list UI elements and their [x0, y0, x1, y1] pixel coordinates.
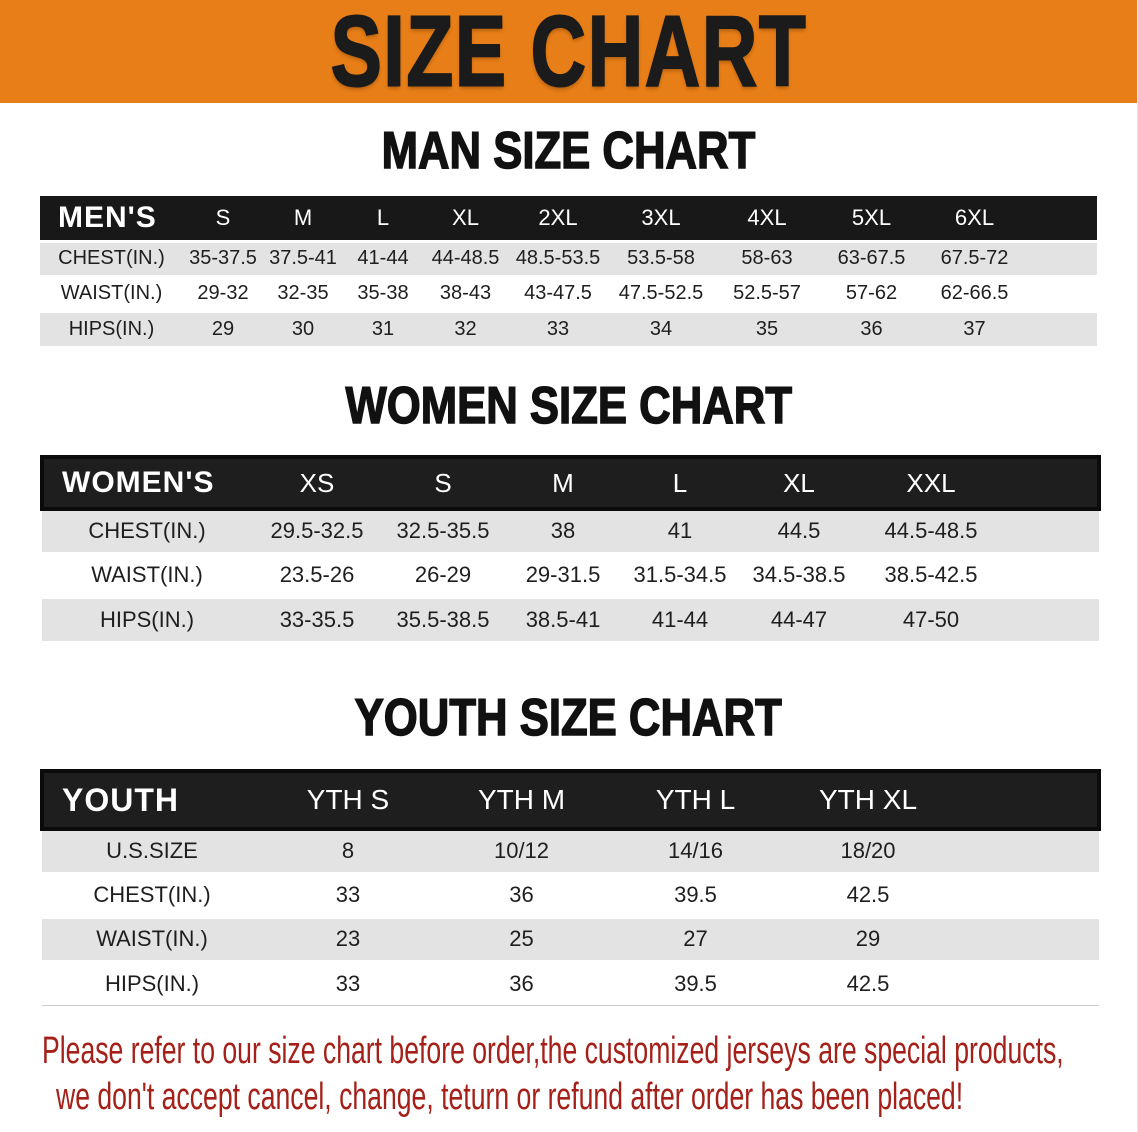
size-value-cell: 47.5-52.5	[608, 276, 714, 311]
size-header-cell: XXL	[860, 457, 1002, 509]
size-value-cell: 37	[923, 311, 1026, 346]
youth-size-table	[40, 769, 1101, 1006]
size-header-cell: 6XL	[954, 204, 995, 230]
table-row	[40, 311, 1097, 346]
youth-header-row	[42, 771, 1099, 829]
table-corner-label: MEN'S	[58, 200, 157, 234]
filler-cell	[954, 829, 1099, 873]
women-size-table	[40, 455, 1101, 641]
filler-cell	[1026, 241, 1097, 276]
size-value-cell: 42.5	[782, 873, 954, 917]
size-value-cell: 14/16	[609, 829, 782, 873]
header-filler-cell	[1002, 457, 1099, 509]
size-value-cell: 32.5-35.5	[382, 509, 504, 553]
table-row	[42, 961, 1099, 1005]
size-value-cell: 33	[508, 311, 608, 346]
size-header-cell: S	[382, 457, 504, 509]
size-value-cell: 36	[434, 873, 609, 917]
size-header-cell: YTH M	[434, 771, 609, 829]
size-value-cell: 36	[820, 311, 923, 346]
banner-title: SIZE CHART	[330, 0, 807, 107]
size-value-cell: 38-43	[423, 276, 508, 311]
size-value-cell: 38.5-42.5	[860, 553, 1002, 597]
size-value-cell: 41-44	[343, 241, 423, 276]
men-section-heading: MAN SIZE CHART	[381, 122, 756, 180]
size-value-cell: 29	[183, 311, 263, 346]
size-value-cell: 38.5-41	[504, 597, 622, 641]
table-row	[42, 829, 1099, 873]
row-label: HIPS(IN.)	[40, 311, 183, 346]
size-header-cell: S	[215, 204, 231, 230]
footer-note-line-1: Please refer to our size chart before order,the customized jerseys are special products,	[42, 1029, 1064, 1072]
row-label: CHEST(IN.)	[42, 509, 252, 553]
header-filler-cell	[1026, 196, 1097, 241]
size-value-cell: 23.5-26	[252, 553, 382, 597]
size-value-cell: 26-29	[382, 553, 504, 597]
row-label: CHEST(IN.)	[40, 241, 183, 276]
men-header-row	[40, 196, 1097, 241]
size-value-cell: 10/12	[434, 829, 609, 873]
size-value-cell: 25	[434, 917, 609, 961]
size-value-cell: 62-66.5	[923, 276, 1026, 311]
size-header-cell: XL	[738, 457, 860, 509]
filler-cell	[954, 961, 1099, 1005]
youth-section-heading: YOUTH SIZE CHART	[354, 689, 783, 747]
size-header-cell: YTH S	[262, 771, 434, 829]
size-value-cell: 35.5-38.5	[382, 597, 504, 641]
size-value-cell: 43-47.5	[508, 276, 608, 311]
table-row	[42, 873, 1099, 917]
filler-cell	[1026, 276, 1097, 311]
size-value-cell: 41-44	[622, 597, 738, 641]
filler-cell	[954, 873, 1099, 917]
size-value-cell: 44-48.5	[423, 241, 508, 276]
size-value-cell: 36	[434, 961, 609, 1005]
table-row	[42, 597, 1099, 641]
footer-disclaimer	[42, 1028, 1137, 1120]
size-header-cell: M	[293, 204, 313, 230]
filler-cell	[1002, 509, 1099, 553]
women-section-heading: WOMEN SIZE CHART	[345, 377, 792, 435]
size-value-cell: 29-32	[183, 276, 263, 311]
size-value-cell: 47-50	[860, 597, 1002, 641]
size-value-cell: 41	[622, 509, 738, 553]
size-value-cell: 44-47	[738, 597, 860, 641]
size-header-cell: XL	[452, 204, 479, 230]
size-value-cell: 35-37.5	[183, 241, 263, 276]
row-label: HIPS(IN.)	[42, 961, 262, 1005]
size-value-cell: 57-62	[820, 276, 923, 311]
size-value-cell: 39.5	[609, 961, 782, 1005]
size-value-cell: 29.5-32.5	[252, 509, 382, 553]
size-value-cell: 58-63	[714, 241, 820, 276]
size-header-cell: M	[504, 457, 622, 509]
size-header-cell: 3XL	[641, 204, 681, 230]
size-header-cell: 4XL	[747, 204, 787, 230]
filler-cell	[954, 917, 1099, 961]
size-value-cell: 37.5-41	[263, 241, 343, 276]
size-value-cell: 34.5-38.5	[738, 553, 860, 597]
row-label: WAIST(IN.)	[40, 276, 183, 311]
size-value-cell: 29	[782, 917, 954, 961]
header-filler-cell	[954, 771, 1099, 829]
size-value-cell: 32-35	[263, 276, 343, 311]
size-value-cell: 29-31.5	[504, 553, 622, 597]
size-value-cell: 44.5-48.5	[860, 509, 1002, 553]
row-label: WAIST(IN.)	[42, 917, 262, 961]
size-value-cell: 33-35.5	[252, 597, 382, 641]
size-value-cell: 34	[608, 311, 714, 346]
table-row	[40, 241, 1097, 276]
size-value-cell: 8	[262, 829, 434, 873]
row-label: U.S.SIZE	[42, 829, 262, 873]
table-corner-label: YOUTH	[42, 771, 262, 829]
size-value-cell: 67.5-72	[923, 241, 1026, 276]
size-value-cell: 44.5	[738, 509, 860, 553]
filler-cell	[1002, 553, 1099, 597]
table-row	[42, 553, 1099, 597]
row-label: HIPS(IN.)	[42, 597, 252, 641]
size-value-cell: 30	[263, 311, 343, 346]
size-value-cell: 31.5-34.5	[622, 553, 738, 597]
size-value-cell: 35-38	[343, 276, 423, 311]
row-label: WAIST(IN.)	[42, 553, 252, 597]
size-value-cell: 52.5-57	[714, 276, 820, 311]
size-value-cell: 63-67.5	[820, 241, 923, 276]
table-row	[42, 917, 1099, 961]
size-value-cell: 27	[609, 917, 782, 961]
size-header-cell: XS	[252, 457, 382, 509]
size-value-cell: 35	[714, 311, 820, 346]
size-value-cell: 53.5-58	[608, 241, 714, 276]
size-value-cell: 31	[343, 311, 423, 346]
row-label: CHEST(IN.)	[42, 873, 262, 917]
size-value-cell: 32	[423, 311, 508, 346]
size-value-cell: 39.5	[609, 873, 782, 917]
banner	[0, 0, 1137, 107]
size-value-cell: 48.5-53.5	[508, 241, 608, 276]
filler-cell	[1002, 597, 1099, 641]
men-size-table	[40, 196, 1097, 346]
size-value-cell: 38	[504, 509, 622, 553]
size-header-cell: YTH XL	[782, 771, 954, 829]
table-row	[42, 509, 1099, 553]
filler-cell	[1026, 311, 1097, 346]
size-header-cell: YTH L	[609, 771, 782, 829]
size-header-cell: L	[376, 204, 390, 230]
size-value-cell: 33	[262, 873, 434, 917]
size-value-cell: 33	[262, 961, 434, 1005]
size-header-cell: 5XL	[851, 204, 892, 230]
table-row	[40, 276, 1097, 311]
size-value-cell: 18/20	[782, 829, 954, 873]
size-value-cell: 42.5	[782, 961, 954, 1005]
table-corner-label: WOMEN'S	[42, 457, 252, 509]
women-header-row	[42, 457, 1099, 509]
size-value-cell: 23	[262, 917, 434, 961]
footer-note-line-2: we don't accept cancel, change, teturn or refund after order has been placed!	[56, 1075, 964, 1118]
size-header-cell: 2XL	[538, 204, 578, 230]
size-header-cell: L	[622, 457, 738, 509]
